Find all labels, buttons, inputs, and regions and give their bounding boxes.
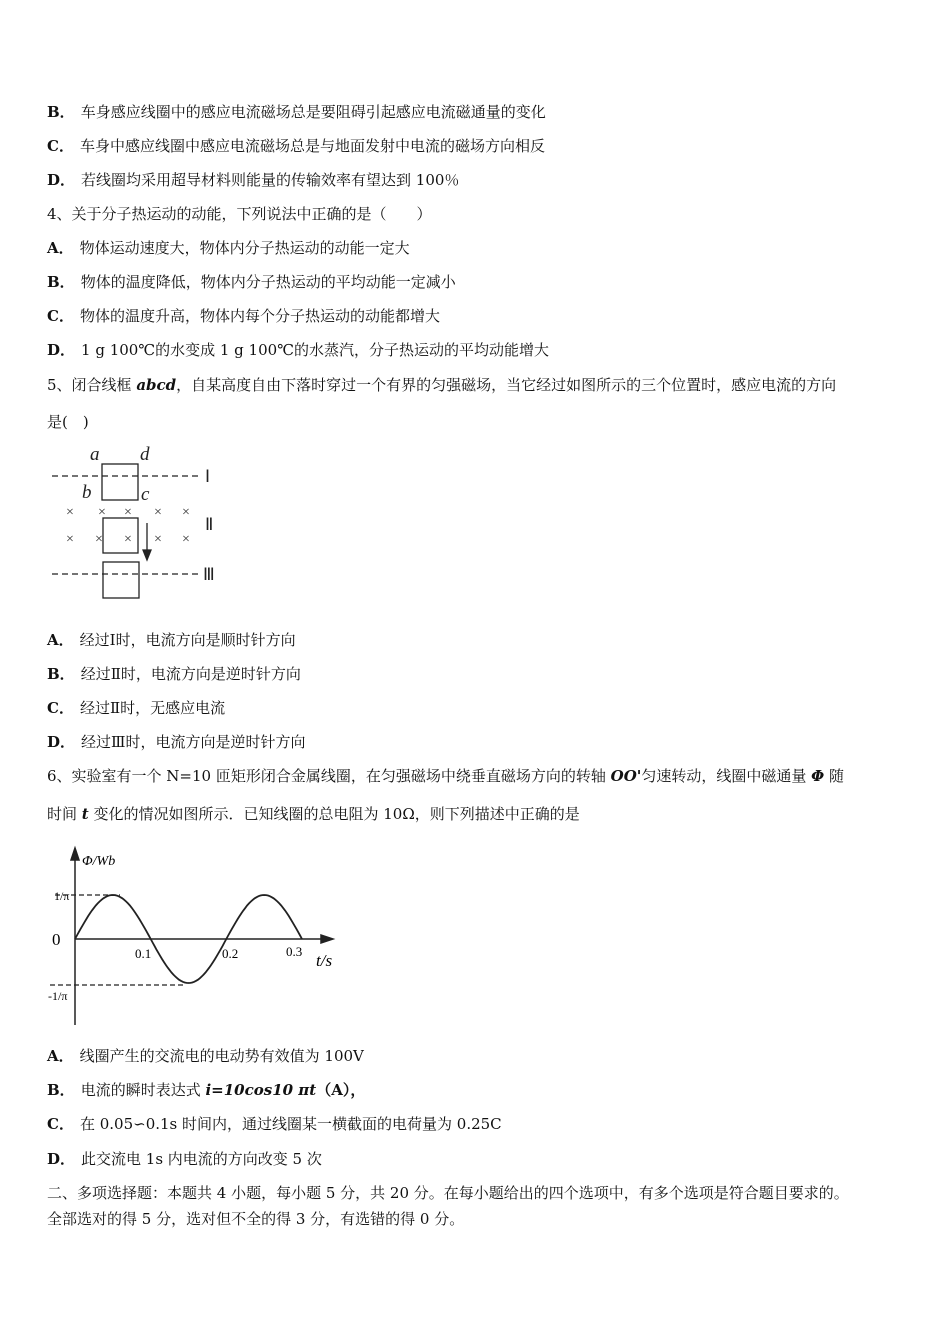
magnetic-field-marks [66, 505, 190, 547]
section2-heading: 二、多项选择题：本题共 4 小题，每小题 5 分，共 20 分。在每小题给出的四个选项中，有多个选项是符合题目要求的。 [47, 1184, 849, 1202]
svg-text:×: × [66, 505, 74, 520]
option-text: 物体运动速度大，物体内分子热运动的动能一定大 [79, 239, 410, 257]
stem-text: 匀速转动，线圈中磁通量 [641, 767, 812, 785]
q5-option-d [47, 732, 305, 752]
stem-text: 变化的情况如图所示．已知线圈的总电阻为 10Ω，则下列描述中正确的是 [88, 805, 580, 823]
arrow-head [143, 550, 151, 560]
falling-frame-figure [40, 440, 240, 610]
x-tick-label: 0.2 [222, 946, 239, 961]
q6-option-c [47, 1114, 502, 1134]
option-text: 车身感应线圈中的感应电流磁场总是要阻碍引起感应电流磁通量的变化 [80, 103, 546, 121]
y-tick-zero: 0 [52, 930, 61, 949]
q6-stem-cont [47, 804, 580, 824]
option-label: A． [47, 631, 74, 649]
q5-stem-cont: 是( ) [47, 413, 89, 431]
y-axis-arrow [71, 848, 79, 860]
corner-c: c [141, 484, 150, 505]
q4-option-c [47, 306, 440, 326]
x-axis-arrow [321, 935, 333, 943]
region-1-label: Ⅰ [205, 467, 211, 486]
option-text: 此交流电 1s 内电流的方向改变 5 次 [81, 1150, 322, 1168]
region-2-label: Ⅱ [205, 515, 214, 534]
option-label: D． [47, 1150, 76, 1168]
q5-option-c [47, 698, 225, 718]
stem-var: OO' [610, 767, 642, 785]
option-label: B． [47, 1081, 75, 1099]
corner-b: b [82, 482, 92, 503]
y-tick-max: 1/π [54, 889, 70, 903]
option-label: C． [47, 1115, 74, 1133]
q3-option-d [47, 170, 459, 190]
option-label: C． [47, 137, 74, 155]
svg-text:×: × [154, 505, 162, 520]
option-label: C． [47, 307, 74, 325]
svg-text:×: × [124, 505, 132, 520]
option-label: D． [47, 171, 76, 189]
option-text: 1 g 100℃的水变成 1 g 100℃的水蒸汽，分子热运动的平均动能增大 [81, 341, 549, 359]
frame-position-1 [102, 464, 138, 500]
option-label: A． [47, 239, 74, 257]
stem-text: 随 [824, 767, 845, 785]
q6-option-b [47, 1080, 365, 1100]
stem-text: 6、实验室有一个 N=10 匝矩形闭合金属线圈，在匀强磁场中绕垂直磁场方向的转轴 [47, 767, 611, 785]
svg-text:×: × [66, 532, 74, 547]
option-text: 经过Ⅲ时，电流方向是逆时针方向 [81, 733, 306, 751]
option-label: B． [47, 103, 75, 121]
option-text: （A）， [316, 1081, 366, 1099]
option-label: D． [47, 341, 76, 359]
option-text: 经过Ⅱ时，电流方向是逆时针方向 [80, 665, 301, 683]
q6-option-d [47, 1149, 322, 1169]
svg-text:×: × [98, 505, 106, 520]
q4-option-b [47, 272, 456, 292]
section2-scoring: 全部选对的得 5 分，选对但不全的得 3 分，有选错的得 0 分。 [47, 1210, 465, 1228]
option-text: 物体的温度降低，物体内分子热运动的平均动能一定减小 [80, 273, 456, 291]
option-text: 物体的温度升高，物体内每个分子热运动的动能都增大 [79, 307, 440, 325]
svg-text:×: × [182, 505, 190, 520]
option-label: D． [47, 733, 76, 751]
y-tick-min: -1/π [48, 989, 68, 1003]
region-3-label: Ⅲ [203, 565, 215, 584]
x-axis-label: t/s [316, 951, 333, 970]
stem-text: 时间 [47, 805, 82, 823]
option-text: 若线圈均采用超导材料则能量的传输效率有望达到 100％ [81, 171, 460, 189]
option-label: B． [47, 273, 75, 291]
stem-text: ，自某高度自由下落时穿过一个有界的匀强磁场，当它经过如图所示的三个位置时，感应电流的方向 [176, 376, 837, 394]
option-text: 经过Ⅱ时，无感应电流 [79, 699, 226, 717]
q6-stem [47, 766, 844, 786]
svg-text:×: × [154, 532, 162, 547]
option-text: 电流的瞬时表达式 [80, 1081, 206, 1099]
formula: i=10cos10 πt [205, 1081, 317, 1099]
corner-d: d [140, 444, 150, 465]
stem-text: 5、闭合线框 [47, 376, 137, 394]
frame-position-2 [103, 518, 138, 553]
x-tick-label: 0.3 [286, 944, 303, 959]
option-text: 线圈产生的交流电的电动势有效值为 100V [79, 1047, 364, 1065]
q5-option-a [47, 630, 296, 650]
svg-text:×: × [124, 532, 132, 547]
option-text: 在 0.05∽0.1s 时间内，通过线圈某一横截面的电荷量为 0.25C [79, 1115, 502, 1133]
stem-var: t [81, 805, 89, 823]
stem-var: Φ [811, 767, 825, 785]
flux-time-chart [40, 840, 360, 1030]
svg-text:×: × [95, 532, 103, 547]
option-text: 车身中感应线圈中感应电流磁场总是与地面发射中电流的磁场方向相反 [79, 137, 545, 155]
y-axis-label: Φ/Wb [82, 854, 116, 869]
frame-position-3 [103, 562, 139, 598]
stem-var: abcd [136, 376, 177, 394]
option-label: A． [47, 1047, 74, 1065]
q3-option-b [47, 102, 546, 122]
corner-a: a [90, 444, 100, 465]
option-text: 经过Ⅰ时，电流方向是顺时针方向 [79, 631, 296, 649]
q6-option-a [47, 1046, 364, 1066]
q4-option-a [47, 238, 410, 258]
q4-stem: 4、关于分子热运动的动能，下列说法中正确的是（ ） [47, 205, 432, 223]
q5-option-b [47, 664, 301, 684]
svg-text:×: × [182, 532, 190, 547]
option-label: B． [47, 665, 75, 683]
q5-stem [47, 375, 836, 395]
option-label: C． [47, 699, 74, 717]
q3-option-c [47, 136, 545, 156]
q4-option-d [47, 340, 549, 360]
x-tick-label: 0.1 [135, 946, 152, 961]
